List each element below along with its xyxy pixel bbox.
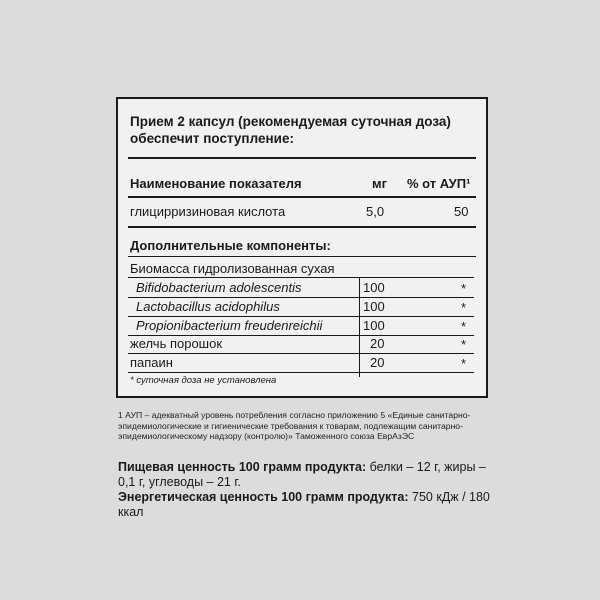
row-divider-1	[128, 316, 474, 317]
main-row-pct: 50	[454, 204, 469, 219]
row-name-3: желчь порошок	[130, 336, 223, 351]
row-pct-2: *	[461, 319, 467, 334]
row-pct-1: *	[461, 300, 467, 315]
header-pct: % от АУП¹	[407, 176, 471, 191]
footnote: 1 АУП – адекватный уровень потребления согласно приложению 5 «Единые санитарно-эпидемиологические и гигиенические требования к товарам, подлежащим санитарно-эпидемиологическому надзору (контролю)» Таможенного союза ЕврАзЭС	[118, 410, 471, 441]
food-value-label: Пищевая ценность 100 грамм продукта:	[118, 460, 367, 474]
biomass-label: Биомасса гидролизованная сухая	[130, 261, 335, 276]
supplement-facts-panel	[116, 97, 488, 398]
divider-main	[128, 226, 476, 228]
divider-biomass	[128, 277, 474, 278]
nutrition-block	[118, 460, 498, 520]
divider-header	[128, 196, 476, 198]
row-divider-3	[128, 353, 474, 354]
row-pct-4: *	[461, 356, 467, 371]
energy-value-label: Энергетическая ценность 100 грамм продукта:	[118, 490, 409, 504]
header-name: Наименование показателя	[130, 176, 302, 191]
row-name-4: папаин	[130, 355, 173, 370]
column-divider	[359, 277, 360, 377]
row-pct-3: *	[461, 337, 467, 352]
row-name-2: Propionibacterium freudenreichii	[136, 318, 323, 333]
row-pct-0: *	[461, 281, 467, 296]
row-mg-4: 20	[370, 355, 385, 370]
row-mg-2: 100	[363, 318, 385, 333]
divider-top	[128, 157, 476, 159]
row-divider-4	[128, 372, 474, 373]
main-row-name: глицирризиновая кислота	[130, 204, 286, 219]
energy-value-text: 750 кДж / 180 ккал	[118, 490, 490, 519]
divider-additional	[128, 256, 476, 257]
additional-title: Дополнительные компоненты:	[130, 238, 331, 253]
row-mg-0: 100	[363, 280, 385, 295]
dose-note: * суточная доза не установлена	[130, 375, 277, 386]
row-name-1: Lactobacillus acidophilus	[136, 299, 280, 314]
food-value-text: белки – 12 г, жиры – 0,1 г, углеводы – 21 г.	[118, 460, 486, 489]
row-mg-3: 20	[370, 336, 385, 351]
intro-text: Прием 2 капсул (рекомендуемая суточная доза) обеспечит поступление:	[130, 114, 451, 146]
row-divider-0	[128, 297, 474, 298]
main-row-mg: 5,0	[366, 204, 385, 219]
row-name-0: Bifidobacterium adolescentis	[136, 280, 302, 295]
row-mg-1: 100	[363, 299, 385, 314]
header-mg: мг	[372, 176, 388, 191]
